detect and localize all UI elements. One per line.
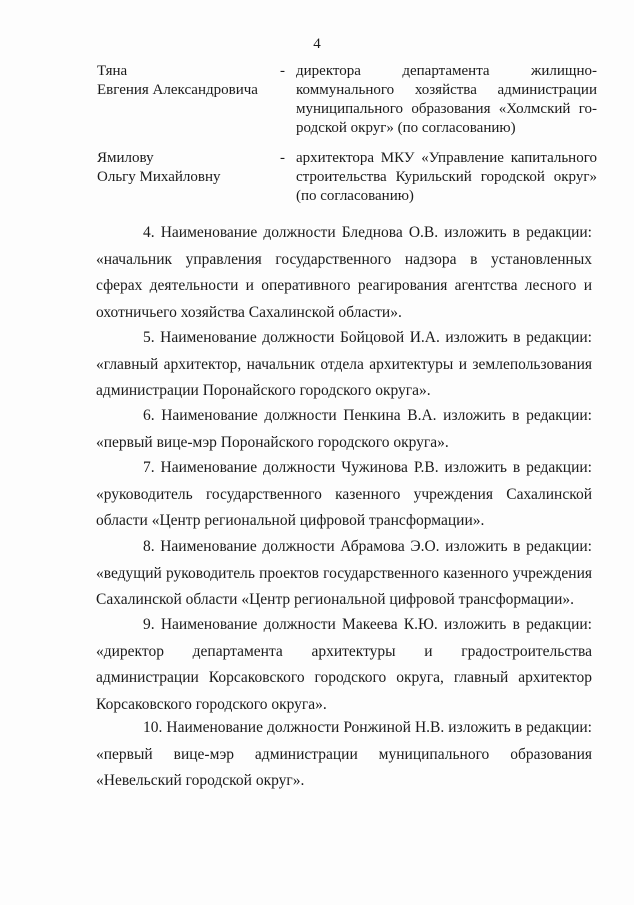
member-name	[97, 149, 280, 206]
member-position	[296, 62, 597, 138]
member-surname: Ямилову	[97, 150, 154, 166]
paragraph-item-9: 9. Наименование должности Макеева К.Ю. изложить в редакции: «директор департамента архитектуры и градостроительства администрации Корсаковского городского округа, главный архитектор Корсаковского городского округа».	[96, 616, 592, 713]
paragraph-item-4: 4. Наименование должности Бледнова О.В. изложить в редакции: «начальник управления государственного надзора в установленных сферах деятельности и оперативного реагирования агентства лесного и охотничьего хозяйства Сахалинской области».	[96, 224, 592, 321]
paragraph-item-8: 8. Наименование должности Абрамова Э.О. изложить в редакции: «ведущий руководитель проектов государственного казенного учреждения Сахалинской области «Центр региональной цифровой трансформации».	[96, 538, 592, 609]
member-position	[296, 149, 597, 206]
page-number: 4	[313, 36, 321, 52]
member-entry	[97, 149, 597, 206]
paragraph-item-7: 7. Наименование должности Чужинова Р.В. изложить в редакции: «руководитель государственного казенного учреждения Сахалинской области «Центр региональной цифровой трансформации».	[96, 459, 592, 530]
member-dash: -	[280, 150, 285, 166]
paragraph-item-10: 10. Наименование должности Ронжиной Н.В. изложить в редакции: «первый вице-мэр администрации муниципального образования «Невельский городской округ».	[96, 719, 592, 790]
member-dash: -	[280, 63, 285, 79]
member-given-names: Ольгу Михайловну	[97, 169, 221, 185]
member-position-rest: строительства Курильский городской округ» (по согласованию)	[296, 169, 597, 204]
member-position-line1: директора департамента жилищно-	[296, 63, 597, 79]
member-surname: Тяна	[97, 63, 128, 79]
member-name	[97, 62, 280, 138]
member-given-names: Евгения Александровича	[97, 82, 258, 98]
paragraph-item-6: 6. Наименование должности Пенкина В.А. изложить в редакции: «первый вице-мэр Поронайского городского округа».	[96, 407, 592, 451]
paragraph-item-5: 5. Наименование должности Бойцовой И.А. изложить в редакции: «главный архитектор, начальник отдела архитектуры и землепользования администрации Поронайского городского округа».	[96, 329, 592, 400]
member-entry	[97, 62, 597, 138]
member-position-rest: коммунального хозяйства администрации муниципального образования «Холмский го-родской округ» (по согласованию)	[296, 82, 597, 136]
member-position-line1: архитектора МКУ «Управление капитального	[296, 150, 597, 166]
